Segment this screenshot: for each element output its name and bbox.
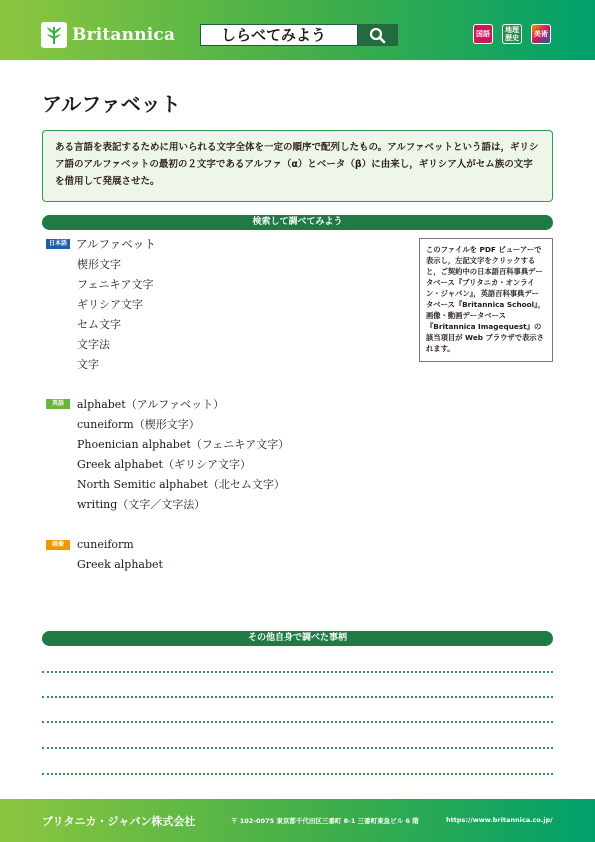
header-bar xyxy=(0,0,595,60)
badge-chiri-rekishi[interactable]: 地理 歴史 xyxy=(502,24,522,44)
footer-address: 〒 102-0075 東京都千代田区三番町 8-1 三番町東急ビル 6 階 xyxy=(231,817,419,825)
image-term[interactable]: Greek alphabet xyxy=(77,558,163,571)
search-icon xyxy=(358,24,398,46)
japanese-term-list xyxy=(77,255,153,375)
english-term[interactable]: alphabet（アルファベット） xyxy=(77,398,225,411)
image-term-list xyxy=(77,535,163,575)
english-term[interactable]: Phoenician alphabet（フェニキア文字） xyxy=(77,438,290,451)
footer-url[interactable]: https://www.britannica.co.jp/ xyxy=(446,816,553,824)
search-button[interactable] xyxy=(358,24,398,46)
own-research-bar: その他自身で調べた事柄 xyxy=(42,631,553,646)
writing-line xyxy=(42,773,553,775)
english-term-list xyxy=(77,395,289,515)
badge-bijutsu[interactable]: 美術 xyxy=(531,24,551,44)
writing-line xyxy=(42,696,553,698)
japanese-tag: 日本語 xyxy=(46,239,70,249)
japanese-term[interactable]: フェニキア文字 xyxy=(77,278,154,291)
search-section-bar: 検索して調べてみよう xyxy=(42,215,553,230)
page-title: アルファベット xyxy=(42,92,181,116)
search-field[interactable]: しらべてみよう xyxy=(200,24,358,46)
britannica-logo[interactable] xyxy=(41,22,175,48)
english-term[interactable]: cuneiform（楔形文字） xyxy=(77,418,200,431)
writing-line xyxy=(42,721,553,723)
footer-company: ブリタニカ・ジャパン株式会社 xyxy=(42,815,196,828)
britannica-thistle-icon xyxy=(41,22,67,48)
writing-line xyxy=(42,671,553,673)
english-term[interactable]: North Semitic alphabet（北セム文字） xyxy=(77,478,285,491)
footer-bar xyxy=(0,799,595,842)
english-tag: 英語 xyxy=(46,399,70,409)
badge-kokugo[interactable]: 国語 xyxy=(473,24,493,44)
image-tag: 画像 xyxy=(46,540,70,550)
japanese-term[interactable]: 文字法 xyxy=(77,338,110,351)
japanese-term[interactable]: セム文字 xyxy=(77,318,121,331)
japanese-term[interactable]: 文字 xyxy=(77,358,99,371)
brand-name: Britannica xyxy=(72,25,176,45)
english-term[interactable]: writing（文字／文字法） xyxy=(77,498,206,511)
writing-line xyxy=(42,747,553,749)
japanese-term[interactable]: 楔形文字 xyxy=(77,258,121,271)
intro-text: ある言語を表記するために用いられる文字全体を一定の順序で配列したもの。アルファベットという語は，ギリシア語のアルファベットの最初の２文字であるアルファ（α）とベータ（β）に由来し，ギリシア人がセム族の文字を借用して発展させた。 xyxy=(42,130,553,202)
image-term[interactable]: cuneiform xyxy=(77,538,134,551)
japanese-term-main[interactable]: アルファベット xyxy=(76,237,156,251)
usage-note: このファイルを PDF ビューアーで表示し，左記文字をクリックすると，ご契約中の日本語百科事典データベース『ブリタニカ・オンライン・ジャパン』，英語百科事典データベース『Britannica School』，画像・動画データベース『Britannica Imagequest』の該当項目が Web ブラウザで表示されます。 xyxy=(419,238,553,362)
english-term[interactable]: Greek alphabet（ギリシア文字） xyxy=(77,458,251,471)
japanese-term[interactable]: ギリシア文字 xyxy=(77,298,143,311)
